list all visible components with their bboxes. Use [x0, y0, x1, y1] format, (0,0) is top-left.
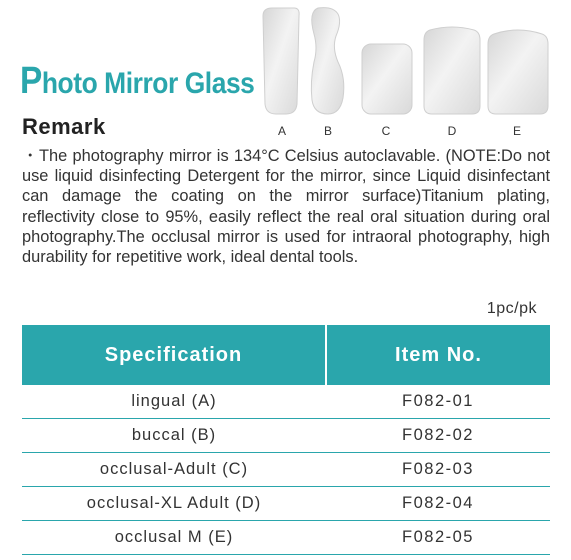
- mirror-e-shape: [488, 30, 548, 114]
- spec-cell: occlusal M (E): [22, 521, 326, 555]
- spec-cell: occlusal-XL Adult (D): [22, 487, 326, 521]
- item-no-cell: F082-05: [326, 521, 550, 555]
- mirror-d-shape: [424, 27, 480, 114]
- title-rest: hoto Mirror Glass: [41, 67, 255, 100]
- spec-table: [22, 325, 550, 555]
- mirror-b-shape: [311, 8, 343, 114]
- table-row: [22, 385, 550, 419]
- mirror-c-shape: [362, 44, 412, 114]
- mirror-a-shape: [263, 8, 299, 114]
- table-row: [22, 521, 550, 555]
- mirror-label-d: D: [447, 124, 457, 138]
- description-paragraph: ・The photography mirror is 134°C Celsius autoclavable. (NOTE:Do not use liquid disinfecting Detergent for the mirror, since Liquid disinfectant can damage the coating on the mirror surface)Titanium plating, reflectivity close to 95%, easily reflect the real oral situation during oral photography.The occlusal mirror is used for intraoral photography, high durability for repetitive work, ideal dental tools.: [22, 147, 550, 267]
- table-row: [22, 453, 550, 487]
- item-no-cell: F082-02: [326, 419, 550, 453]
- spec-cell: occlusal-Adult (C): [22, 453, 326, 487]
- header-specification: Specification: [22, 325, 326, 385]
- title-first-letter: P: [20, 60, 42, 102]
- pack-info: 1pc/pk: [486, 300, 537, 317]
- spec-cell: lingual (A): [22, 385, 326, 419]
- item-no-cell: F082-03: [326, 453, 550, 487]
- mirror-label-b: B: [323, 124, 332, 138]
- mirror-label-c: C: [381, 124, 391, 138]
- item-no-cell: F082-04: [326, 487, 550, 521]
- table-header-row: [22, 325, 550, 385]
- table-row: [22, 419, 550, 453]
- mirror-label-a: A: [277, 124, 286, 138]
- table-row: [22, 487, 550, 521]
- mirror-label-e: E: [512, 124, 521, 138]
- item-no-cell: F082-01: [326, 385, 550, 419]
- header-item-no: Item No.: [326, 325, 550, 385]
- spec-cell: buccal (B): [22, 419, 326, 453]
- remark-heading: Remark: [22, 114, 106, 139]
